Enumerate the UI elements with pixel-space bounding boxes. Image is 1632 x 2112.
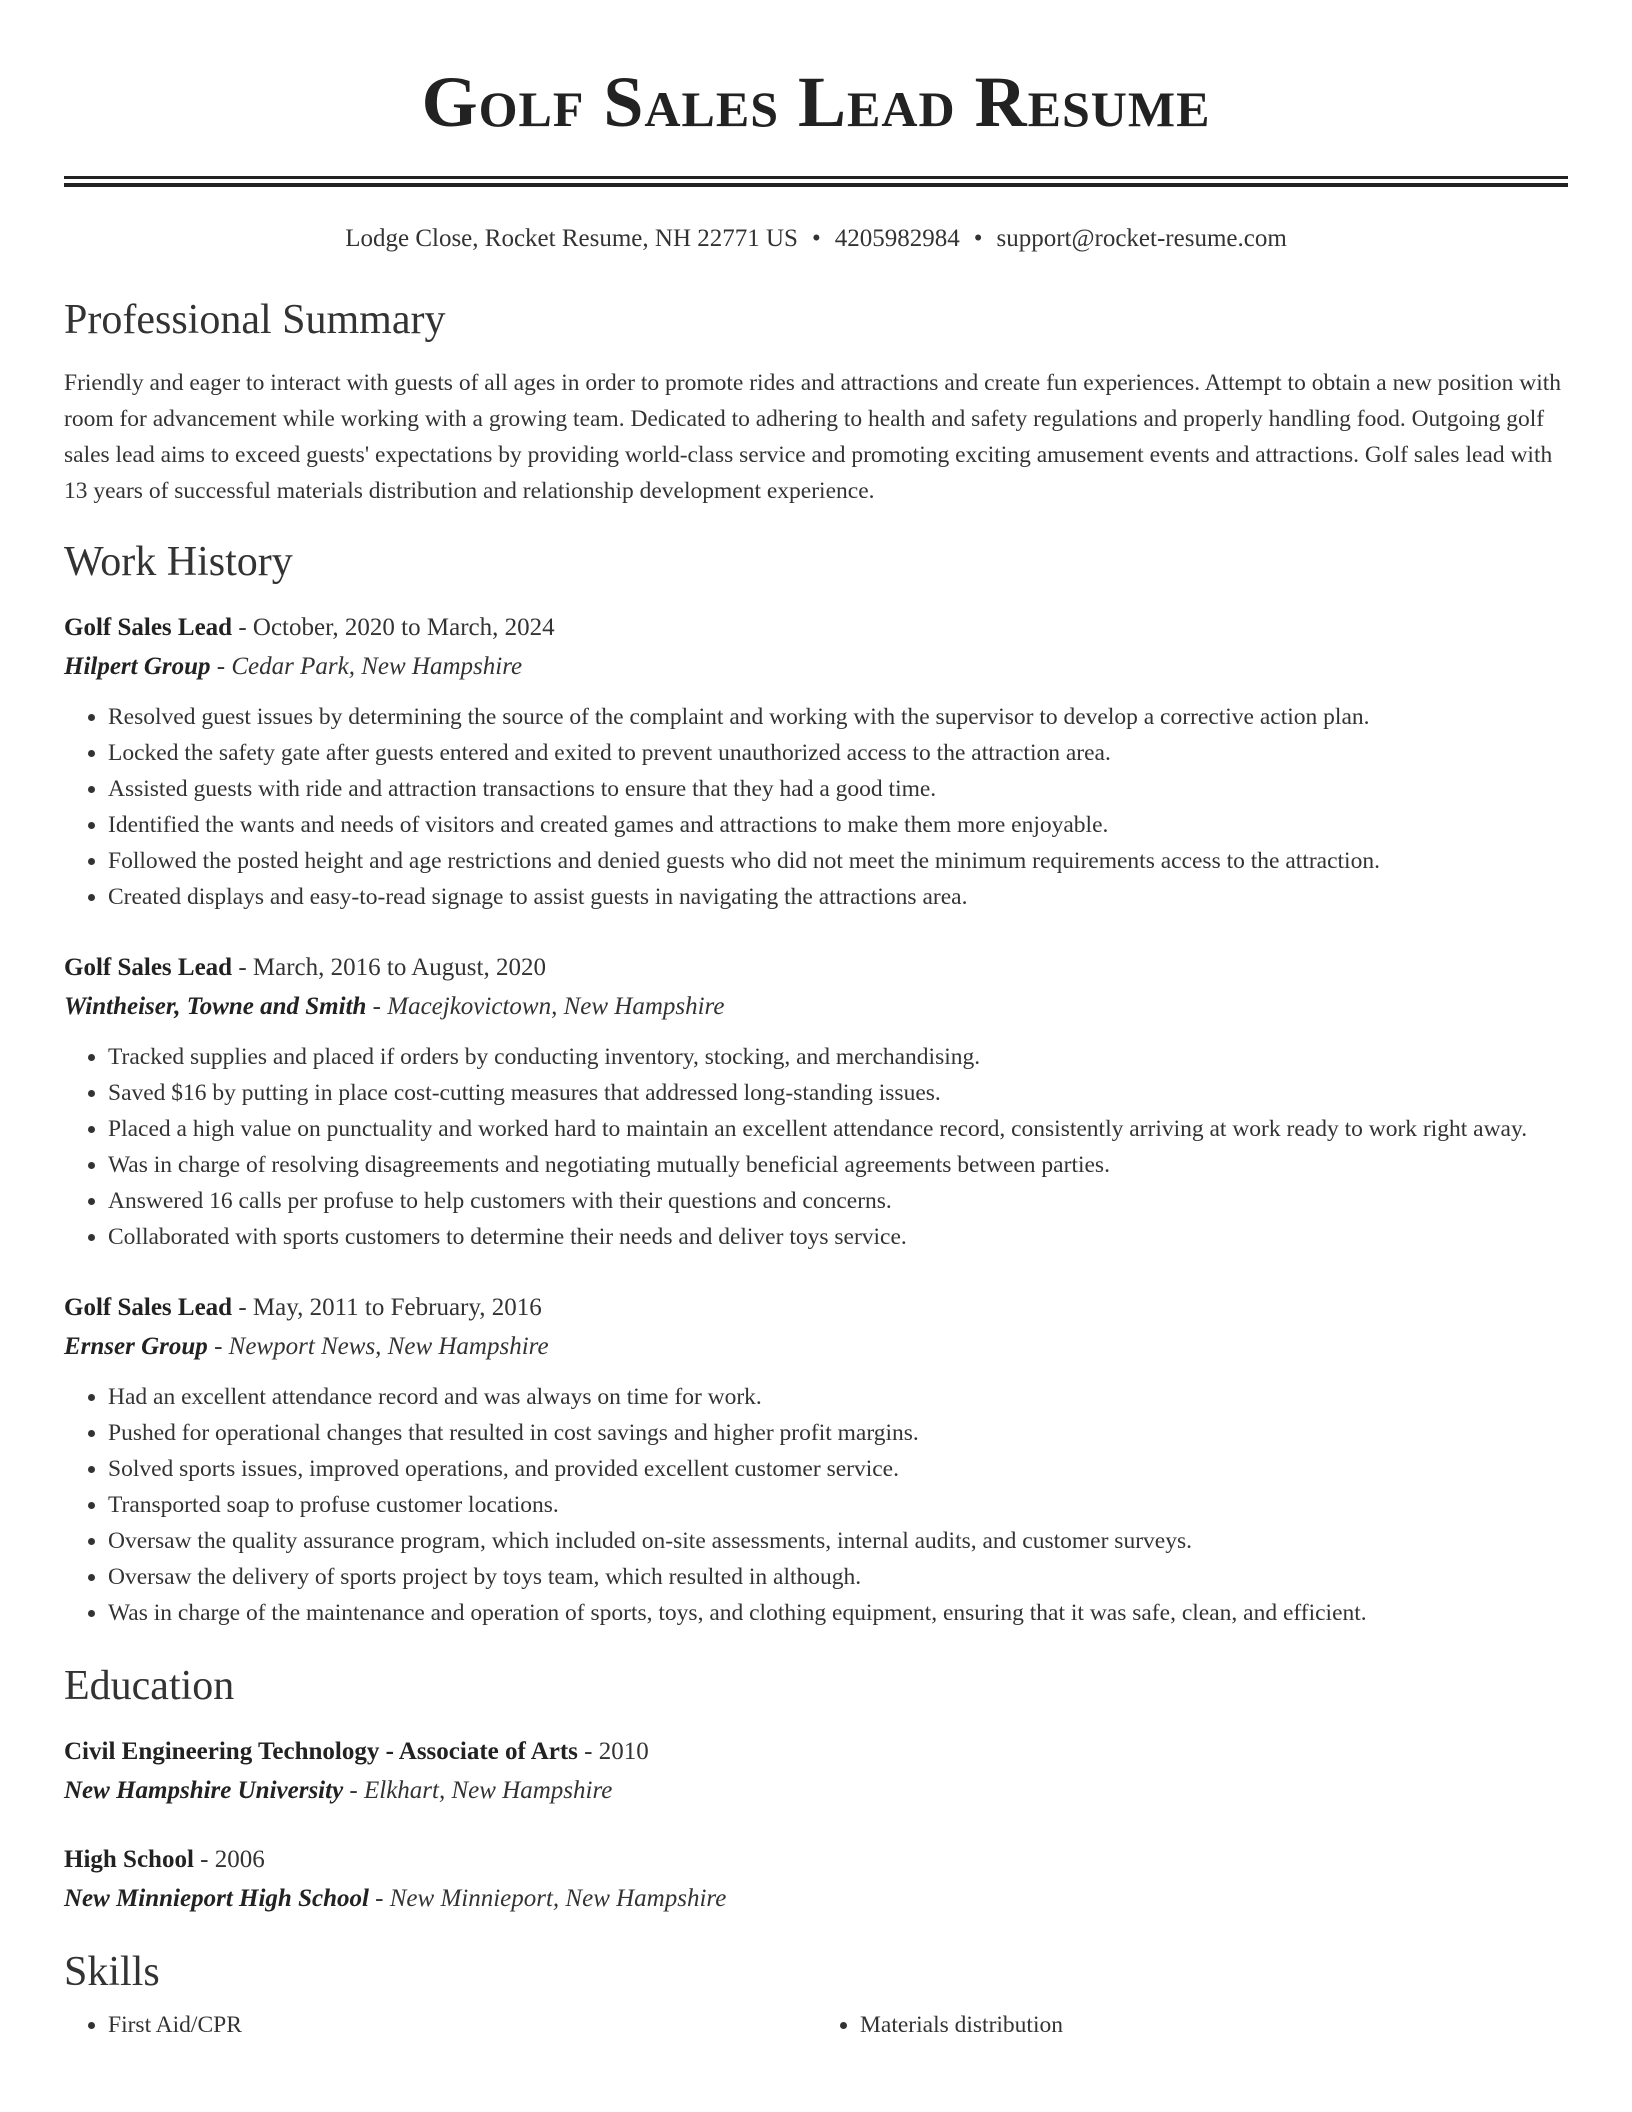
job-company: Ernser Group [64,1333,208,1360]
job-location: - Newport News, New Hampshire [207,1333,549,1360]
job-bullet: • Collaborated with sports customers to determine their needs and deliver toys service. [108,1219,1568,1255]
contact-phone: 4205982984 [834,225,960,252]
education-location: - Elkhart, New Hampshire [343,1777,613,1804]
job-bullet: • Locked the safety gate after guests entered and exited to prevent unauthorized access to the attraction area. [108,735,1568,771]
education-degree: Civil Engineering Technology - Associate of Arts [64,1738,578,1765]
skills-heading: Skills [64,1949,160,1995]
job-dates: - October, 2020 to March, 2024 [232,614,555,641]
job-company: Hilpert Group [64,653,211,680]
job-bullet: • Followed the posted height and age restrictions and denied guests who did not meet the minimum requirements access to the attraction. [108,843,1568,879]
job-role: Golf Sales Lead [64,1294,233,1321]
education-school: New Minnieport High School [64,1885,369,1912]
job-bullet: • Identified the wants and needs of visitors and created games and attractions to make them more enjoyable. [108,807,1568,843]
education-degree-line [64,1841,1568,1879]
employer-line [64,647,1568,687]
job-role: Golf Sales Lead [64,954,233,981]
skill-item: • First Aid/CPR [108,2007,816,2043]
summary-heading: Professional Summary [64,297,446,343]
employer-line [64,1327,1568,1367]
work-history-heading: Work History [64,539,293,585]
job-dates: - March, 2016 to August, 2020 [232,954,546,981]
job-company: Wintheiser, Towne and Smith [64,993,367,1020]
job-bullet: • Had an excellent attendance record and was always on time for work. [108,1379,1568,1415]
education-school: New Hampshire University [64,1777,344,1804]
education-year: - 2006 [193,1846,265,1873]
job-bullet: • Transported soap to profuse customer locations. [108,1487,1568,1523]
job-bullet: • Tracked supplies and placed if orders by conducting inventory, stocking, and merchandising. [108,1039,1568,1075]
job-bullets [64,1379,1568,1631]
job-bullet: • Pushed for operational changes that resulted in cost savings and higher profit margins. [108,1415,1568,1451]
job-bullets [64,1039,1568,1255]
job-entry [64,949,1568,1255]
job-bullet: • Answered 16 calls per profuse to help customers with their questions and concerns. [108,1183,1568,1219]
skills-column-right [816,2007,1568,2043]
job-entry [64,1289,1568,1631]
education-degree-line [64,1733,1568,1771]
summary-text: Friendly and eager to interact with guests of all ages in order to promote rides and attractions and create fun experiences. Attempt to obtain a new position with room for advancement while working with a growing team. Dedicated to adhering to health and safety regulations and properly handling food. Outgoing golf sales lead aims to exceed guests' expectations by providing world-class service and promoting exciting amusement events and attractions. Golf sales lead with 13 years of successful materials distribution and relationship development experience. [64,370,1562,504]
job-bullet: • Assisted guests with ride and attraction transactions to ensure that they had a good time. [108,771,1568,807]
education-location: - New Minnieport, New Hampshire [368,1885,727,1912]
job-location: - Cedar Park, New Hampshire [210,653,523,680]
job-dates: - May, 2011 to February, 2016 [232,1294,542,1321]
job-bullet: • Created displays and easy-to-read signage to assist guests in navigating the attractions area. [108,879,1568,915]
contact-line [64,223,1568,255]
job-location: - Macejkovictown, New Hampshire [366,993,725,1020]
education-year: - 2010 [577,1738,649,1765]
job-bullets [64,699,1568,915]
job-bullet: • Was in charge of resolving disagreements and negotiating mutually beneficial agreements between parties. [108,1147,1568,1183]
job-bullet: • Solved sports issues, improved operations, and provided excellent customer service. [108,1451,1568,1487]
contact-separator: • [973,225,983,252]
job-role: Golf Sales Lead [64,614,233,641]
skills-column-left [64,2007,816,2043]
education-school-line [64,1771,1568,1811]
education-heading: Education [64,1663,235,1709]
skill-item: • Materials distribution [860,2007,1568,2043]
job-title-line [64,609,1568,647]
job-bullet: • Oversaw the delivery of sports project by toys team, which resulted in although. [108,1559,1568,1595]
education-degree: High School [64,1846,194,1873]
job-title-line [64,1289,1568,1327]
education-school-line [64,1879,1568,1919]
employer-line [64,987,1568,1027]
title-divider [64,176,1568,187]
job-bullet: • Resolved guest issues by determining the source of the complaint and working with the supervisor to develop a corrective action plan. [108,699,1568,735]
resume-title: Golf Sales Lead Resume [421,62,1211,142]
job-bullet: • Placed a high value on punctuality and worked hard to maintain an excellent attendance record, consistently arriving at work ready to work right away. [108,1111,1568,1147]
contact-email: support@rocket-resume.com [996,225,1287,252]
skills-grid [64,2007,1568,2043]
job-bullet: • Was in charge of the maintenance and operation of sports, toys, and clothing equipment, ensuring that it was safe, clean, and efficient. [108,1595,1568,1631]
contact-separator: • [811,225,821,252]
job-bullet: • Oversaw the quality assurance program, which included on-site assessments, internal audits, and customer surveys. [108,1523,1568,1559]
education-entry [64,1841,1568,1919]
job-entry [64,609,1568,915]
education-entry [64,1733,1568,1811]
job-bullet: • Saved $16 by putting in place cost-cutting measures that addressed long-standing issues. [108,1075,1568,1111]
job-title-line [64,949,1568,987]
contact-address: Lodge Close, Rocket Resume, NH 22771 US [345,225,798,252]
